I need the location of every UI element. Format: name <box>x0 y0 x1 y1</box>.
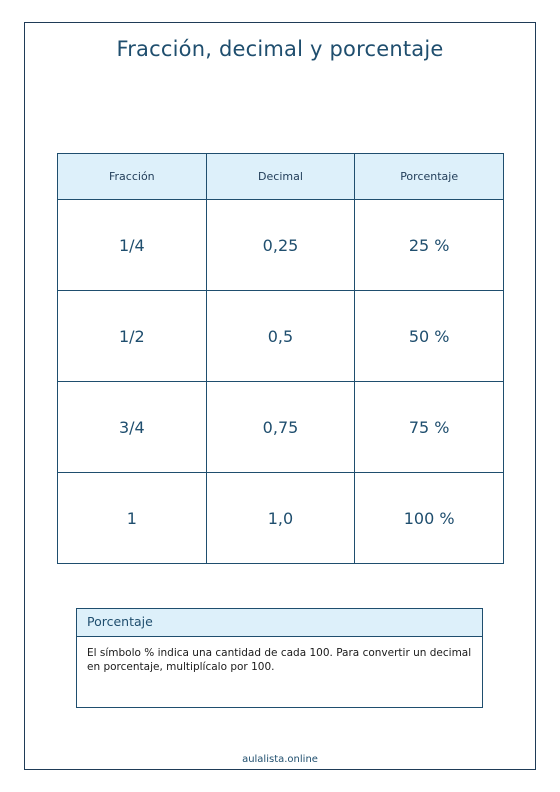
header-decimal: Decimal <box>206 154 355 200</box>
header-percentage: Porcentaje <box>355 154 504 200</box>
cell-decimal: 0,5 <box>206 291 355 382</box>
table-row <box>58 291 504 382</box>
cell-fraction: 1/4 <box>58 200 207 291</box>
cell-percentage: 50 % <box>355 291 504 382</box>
info-box <box>76 608 483 708</box>
footer-site: aulalista.online <box>242 754 318 765</box>
info-text: El símbolo % indica una cantidad de cada 100. Para convertir un decimal en porcentaje, multiplícalo por 100. <box>87 647 472 673</box>
info-heading: Porcentaje <box>77 609 482 637</box>
cell-fraction: 1/2 <box>58 291 207 382</box>
cell-fraction: 1 <box>58 473 207 564</box>
table-row <box>58 473 504 564</box>
cell-percentage: 75 % <box>355 382 504 473</box>
cell-percentage: 100 % <box>355 473 504 564</box>
header-fraction: Fracción <box>58 154 207 200</box>
table-row <box>58 200 504 291</box>
cell-decimal: 0,75 <box>206 382 355 473</box>
cell-decimal: 0,25 <box>206 200 355 291</box>
cell-fraction: 3/4 <box>58 382 207 473</box>
table-header-row <box>58 154 504 200</box>
cell-percentage: 25 % <box>355 200 504 291</box>
table-row <box>58 382 504 473</box>
conversion-table <box>57 153 504 564</box>
page-title: Fracción, decimal y porcentaje <box>116 37 444 61</box>
cell-decimal: 1,0 <box>206 473 355 564</box>
